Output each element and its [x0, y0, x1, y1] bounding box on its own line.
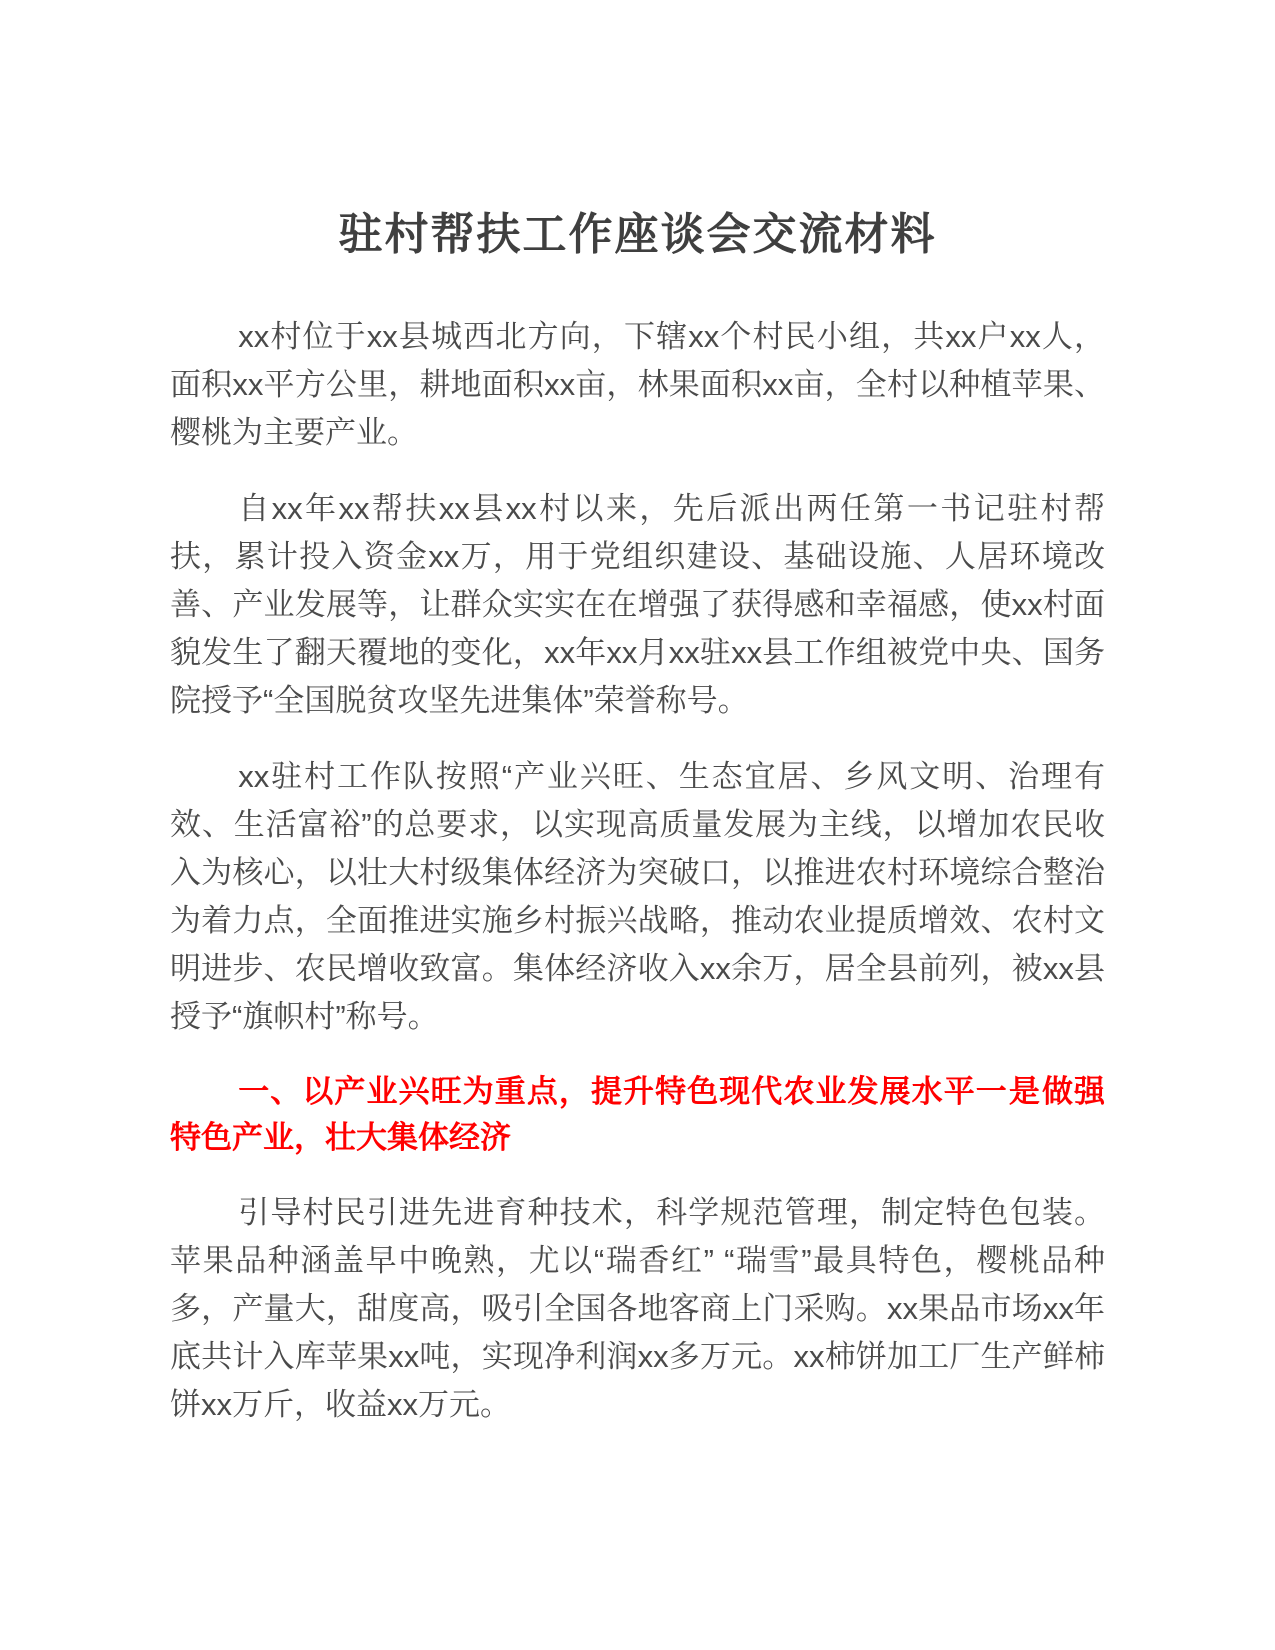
paragraph-village-overview: xx村位于xx县城西北方向，下辖xx个村民小组，共xx户xx人，面积xx平方公里，耕地面积xx亩，林果面积xx亩，全村以种植苹果、樱桃为主要产业。 [170, 319, 1105, 450]
paragraph-industry-details: 引导村民引进先进育种技术，科学规范管理，制定特色包装。苹果品种涵盖早中晚熟，尤以“瑞香红” “瑞雪”最具特色，樱桃品种多，产量大，甜度高，吸引全国各地客商上门采购。xx果品市场xx年底共计入库苹果xx吨，实现净利润xx多万元。xx柿饼加工厂生产鲜柿饼xx万斤，收益xx万元。 [170, 1195, 1105, 1422]
paragraph-work-team-approach: xx驻村工作队按照“产业兴旺、生态宜居、乡风文明、治理有效、生活富裕”的总要求，以实现高质量发展为主线，以增加农民收入为核心，以壮大村级集体经济为突破口，以推进农村环境综合整治为着力点，全面推进实施乡村振兴战略，推动农业提质增效、农村文明进步、农民增收致富。集体经济收入xx余万，居全县前列，被xx县授予“旗帜村”称号。 [170, 759, 1105, 1034]
section-heading-1 [170, 1069, 1105, 1161]
section-heading-subtitle: 做强特色产业，壮大集体经济 [170, 1074, 1106, 1155]
section-heading-bold-marker: 一是 [975, 1074, 1042, 1109]
paragraph-assistance-history: 自xx年xx帮扶xx县xx村以来，先后派出两任第一书记驻村帮扶，累计投入资金xx万，用于党组织建设、基础设施、人居环境改善、产业发展等，让群众实实在在增强了获得感和幸福感，使xx村面貌发生了翻天覆地的变化，xx年xx月xx驻xx县工作组被党中央、国务院授予“全国脱贫攻坚先进集体”荣誉称号。 [170, 491, 1105, 718]
section-heading-title: 一、以产业兴旺为重点，提升特色现代农业发展水平 [238, 1074, 976, 1109]
page-title: 驻村帮扶工作座谈会交流材料 [338, 210, 937, 259]
